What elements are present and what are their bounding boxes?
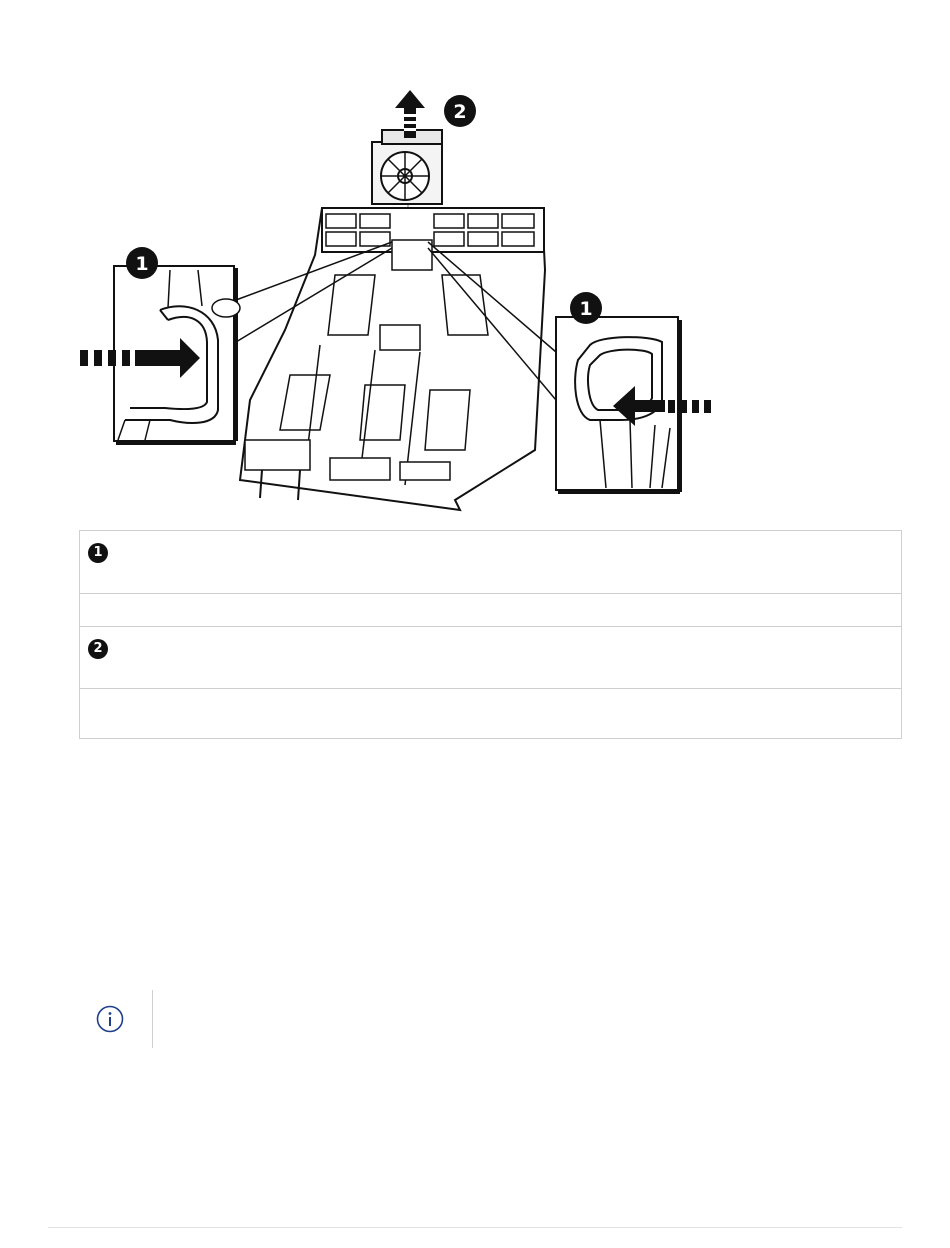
callout-badge: 1: [88, 543, 108, 563]
callout-row: [80, 627, 902, 689]
footer-divider: [48, 1227, 902, 1228]
callout-2-badge: [444, 95, 476, 127]
callout-badge: 2: [88, 639, 108, 659]
callout-description-row: [80, 689, 902, 739]
info-note: [96, 990, 876, 1048]
info-icon: [96, 1005, 124, 1033]
callout-1-right-badge: [570, 292, 602, 324]
note-divider: [152, 990, 153, 1048]
controller-chassis: [240, 208, 545, 510]
svg-text:2: 2: [453, 101, 467, 123]
callout-description-row: [80, 594, 902, 627]
callout-legend-table: [79, 530, 902, 739]
callout-1-left-badge: [126, 247, 158, 279]
fan-removal-illustration: [0, 80, 950, 520]
svg-text:1: 1: [579, 298, 593, 320]
svg-text:1: 1: [135, 253, 149, 275]
callout-row: [80, 531, 902, 594]
